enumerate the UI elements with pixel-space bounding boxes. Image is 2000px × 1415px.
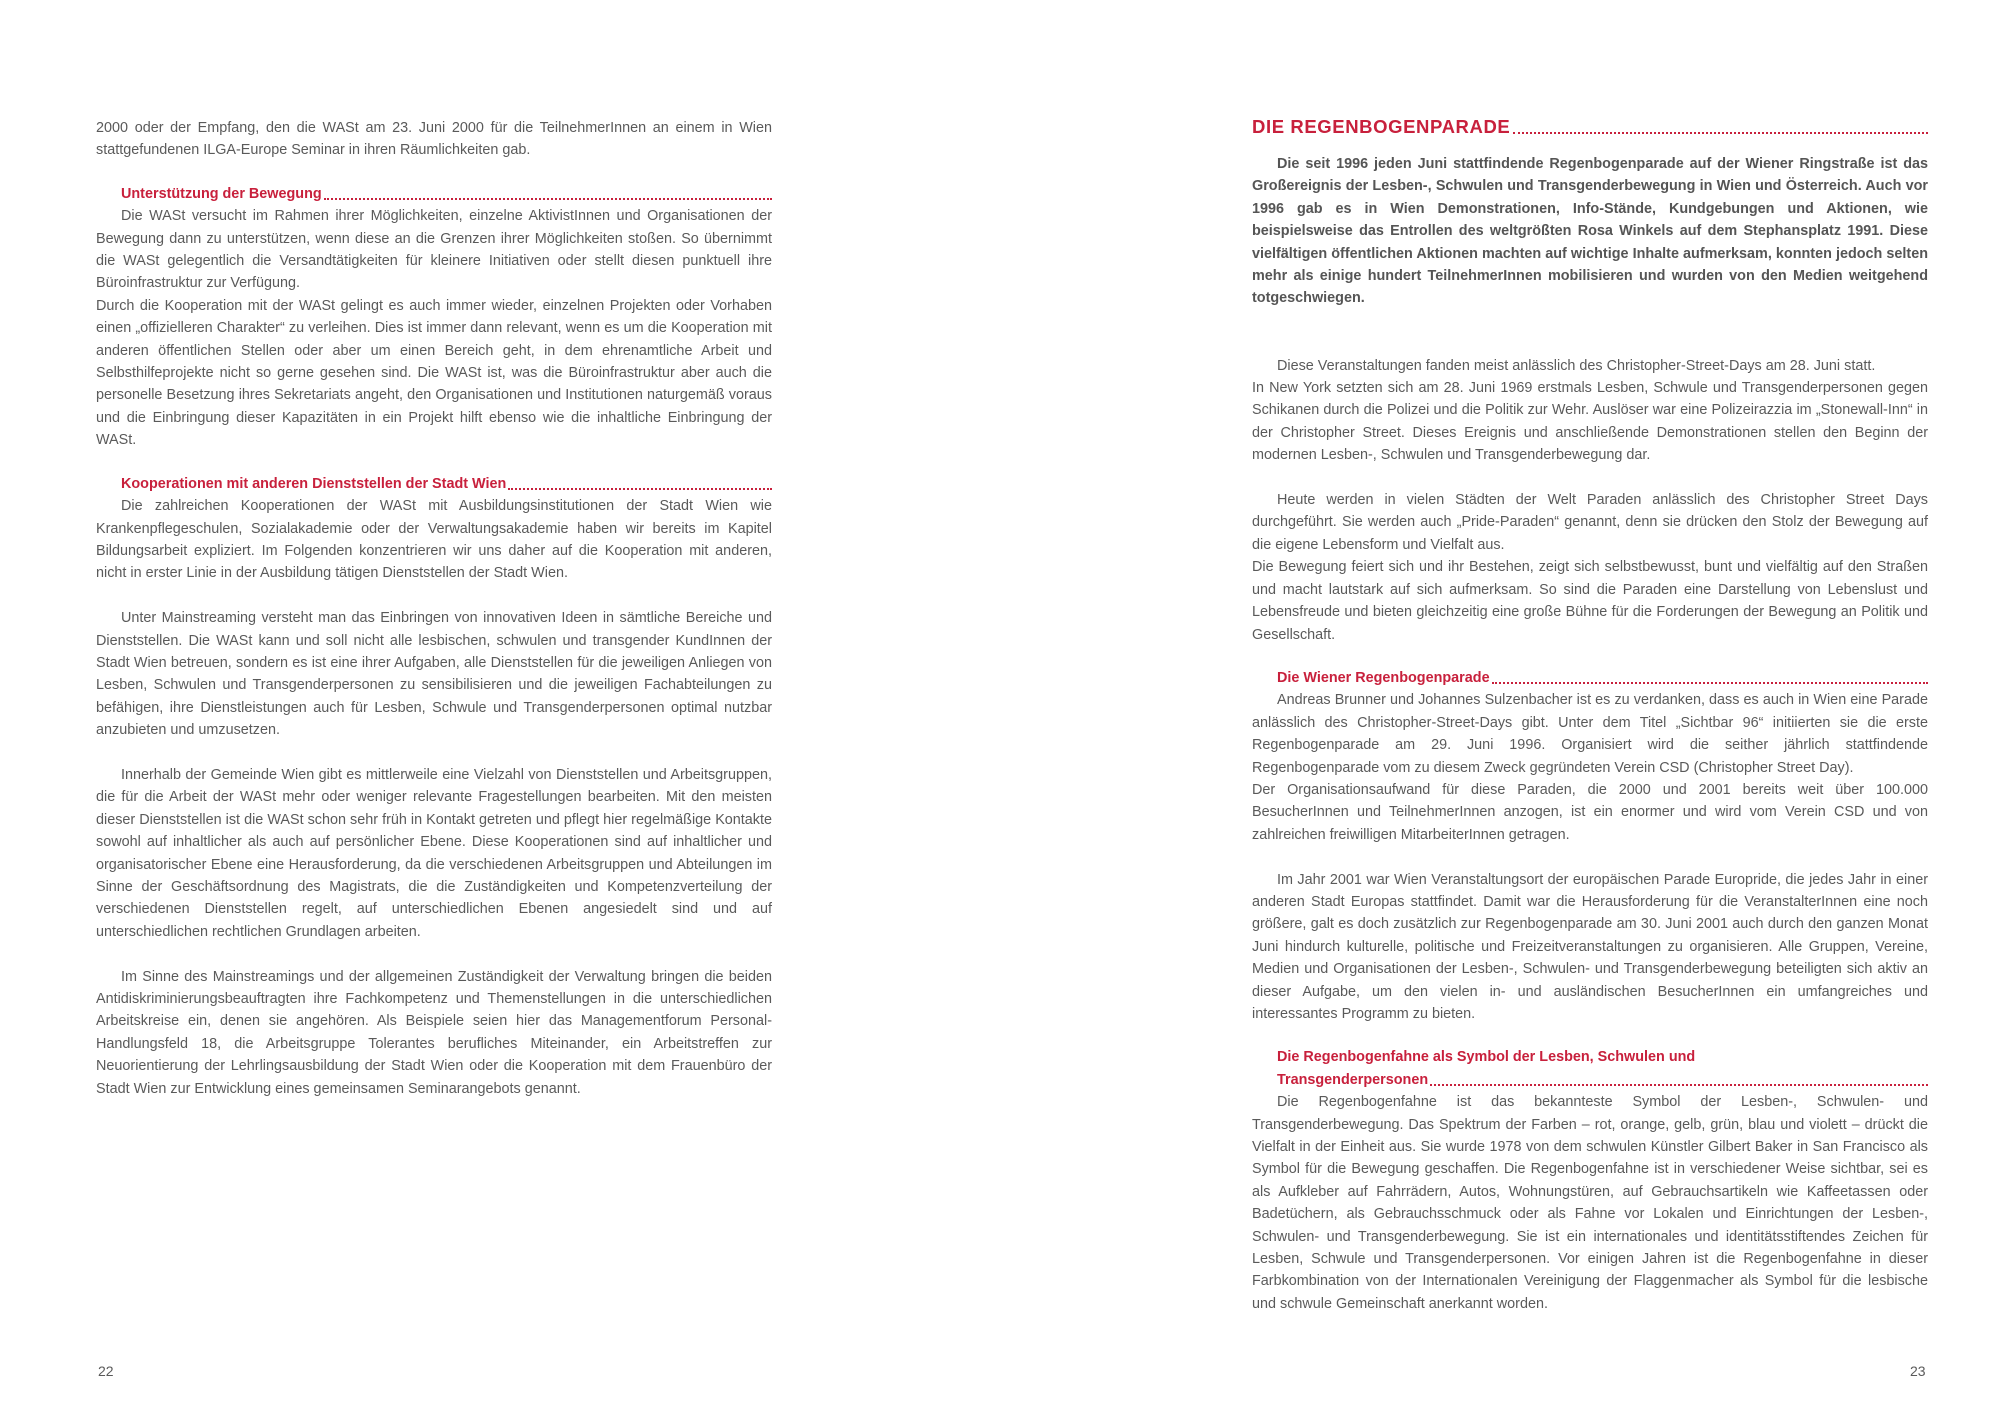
paragraph: Die Regenbogenfahne ist das bekannteste Symbol der Lesben-, Schwulen- und Transgenderbewegung. Das Spektrum der Farben – rot, orange, gelb, grün, blau und violett – drückt die Vielfalt in der Einheit aus. Sie wurde 1978 von dem schwulen Künstler Gilbert Baker in San Francisco als Symbol für die Bewegung geschaffen. Die Regenbogenfahne ist in verschiedener Weise sichtbar, sei es als Aufkleber auf Fahrrädern, Autos, Wohnungstüren, auf Gebrauchsartikeln wie Kaffeetassen oder Badetüchern, als Gebrauchsschmuck oder als Fahne vor Lokalen und Einrichtungen der Lesben-, Schwulen- und Transgenderbewegung. Sie ist ein internationales und identitätsstiftendes Zeichen für Lesben, Schwule und Transgenderpersonen. Vor einigen Jahren ist die Regenbogenfahne in dieser Farbkombination von der Internationalen Vereinigung der Flaggenmacher als Symbol für die lesbische und schwule Gemeinschaft anerkannt worden. bbox=[1252, 1094, 1928, 1312]
section-heading-rainbow-flag: Die Regenbogenfahne als Symbol der Lesben, Schwulen und Transgenderpersonen bbox=[1252, 1046, 1928, 1091]
paragraph: Die zahlreichen Kooperationen der WASt mit Ausbildungsinstitutionen der Stadt Wien wie Krankenpflegeschulen, Sozialakademie oder der Verwaltungsakademie haben wir bereits im Kapitel Bildungsarbeit expliziert. Im Folgenden konzentrieren wir uns daher auf die Kooperation mit anderen, nicht in erster Linie in der Ausbildung tätigen Dienststellen der Stadt Wien. bbox=[96, 498, 772, 582]
right-column bbox=[1252, 115, 1928, 1315]
dotted-rule bbox=[508, 488, 772, 490]
paragraph: Die Bewegung feiert sich und ihr Bestehen, zeigt sich selbstbewusst, bunt und vielfältig auf den Straßen und macht lautstark auf sich aufmerksam. So sind die Paraden eine Darstellung von Lebenslust und Lebensfreude und bieten gleichzeitig eine große Bühne für die Forderungen der Bewegung an Politik und Gesellschaft. bbox=[1252, 559, 1928, 643]
paragraph: Unter Mainstreaming versteht man das Einbringen von innovativen Ideen in sämtliche Bereiche und Dienststellen. Die WASt kann und soll nicht alle lesbischen, schwulen und transgender KundInnen der Stadt Wien betreuen, sondern es ist eine ihrer Aufgaben, alle Dienststellen für die jeweiligen Anliegen von Lesben, Schwulen und Transgenderpersonen zu sensibilisieren und die jeweiligen Fachabteilungen zu befähigen, ihre Dienstleistungen auch für Lesben, Schwule und Transgenderpersonen optimal nutzbar anzubieten und umzusetzen. bbox=[96, 610, 772, 739]
section-heading-cooperation: Kooperationen mit anderen Dienststellen der Stadt Wien bbox=[96, 473, 772, 495]
chapter-title: DIE REGENBOGENPARADE bbox=[1252, 115, 1928, 139]
right-page bbox=[1000, 0, 2000, 1415]
dotted-rule bbox=[324, 198, 772, 200]
section-heading-support: Unterstützung der Bewegung bbox=[96, 183, 772, 205]
dotted-rule bbox=[1430, 1084, 1928, 1086]
page-number: 23 bbox=[1910, 1363, 1926, 1379]
paragraph: Diese Veranstaltungen fanden meist anlässlich des Christopher-Street-Days am 28. Juni statt. bbox=[1277, 357, 1876, 374]
paragraph: Durch die Kooperation mit der WASt gelingt es auch immer wieder, einzelnen Projekten oder Vorhaben einen „offizielleren Charakter“ zu verleihen. Dies ist immer dann relevant, wenn es um die Kooperation mit anderen öffentlichen Stellen oder aber um einen Bereich geht, in dem ehrenamtliche Arbeit und Selbsthilfeprojekte nicht so gerne gesehen sind. Die WASt ist, was die Büroinfrastruktur aber auch die personelle Besetzung ihres Sekretariats angeht, den Organisationen und Institutionen naturgemäß voraus und die Einbringung dieser Kapazitäten in ein Projekt hilft ebenso wie die inhaltliche Einbringung der WASt. bbox=[96, 297, 772, 449]
left-column bbox=[96, 117, 772, 1100]
paragraph: Innerhalb der Gemeinde Wien gibt es mittlerweile eine Vielzahl von Dienststellen und Arbeitsgruppen, die für die Arbeit der WASt mehr oder weniger relevante Fragestellungen bearbeiten. Mit den meisten dieser Dienststellen ist die WASt schon sehr früh in Kontakt getreten und pflegt hier regelmäßige Kontakte sowohl auf inhaltlicher als auch auf persönlicher Ebene. Diese Kooperationen sind auf inhaltlicher und organisatorischer Ebene eine Herausforderung, da die verschiedenen Arbeitsgruppen und Abteilungen im Sinne der Geschäftsordnung des Magistrats, die die Zuständigkeiten und Kompetenzverteilung der verschiedenen Dienststellen regelt, auf unterschiedlichen Ebenen angesiedelt sind und auf unterschiedlichen rechtlichen Grundlagen arbeiten. bbox=[96, 766, 772, 940]
dotted-rule bbox=[1513, 132, 1928, 134]
intro-paragraph: 2000 oder der Empfang, den die WASt am 23. Juni 2000 für die TeilnehmerInnen an einem in Wien stattgefundenen ILGA-Europe Seminar in ihren Räumlichkeiten gab. bbox=[96, 120, 772, 159]
lead-paragraph: Die seit 1996 jeden Juni stattfindende Regenbogenparade auf der Wiener Ringstraße ist das Großereignis der Lesben-, Schwulen und Transgenderbewegung in Wien und Österreich. Auch vor 1996 gab es in Wien Demonstrationen, Info-Stände, Kundgebungen und Aktionen, wie beispielsweise das Entrollen des weltgrößten Rosa Winkels auf dem Stephansplatz 1991. Diese vielfältigen öffentlichen Aktionen machten auf wichtige Inhalte aufmerksam, konnten jedoch selten mehr als einige hundert TeilnehmerInnen mobilisieren und wurden von den Medien weitgehend totgeschwiegen. bbox=[1252, 156, 1928, 307]
paragraph: Heute werden in vielen Städten der Welt Paraden anlässlich des Christopher Street Days durchgeführt. Sie werden auch „Pride-Paraden“ genannt, denn sie drücken den Stolz der Bewegung auf die eigene Lebensform und Vielfalt aus. bbox=[1252, 492, 1928, 553]
paragraph: Der Organisationsaufwand für diese Paraden, die 2000 und 2001 bereits weit über 100.000 BesucherInnen und TeilnehmerInnen anzogen, ist ein enormer und wird vom Verein CSD und von zahlreichen freiwilligen MitarbeiterInnen getragen. bbox=[1252, 781, 1928, 843]
paragraph: Andreas Brunner und Johannes Sulzenbacher ist es zu verdanken, dass es auch in Wien eine Parade anlässlich des Christopher-Street-Days gibt. Unter dem Titel „Sichtbar 96“ initiierten sie die erste Regenbogenparade am 29. Juni 1996. Organisiert wird die seither jährlich stattfindende Regenbogenparade vom zu diesem Zweck gegründeten Verein CSD (Christopher Street Day). bbox=[1252, 692, 1928, 776]
paragraph: Im Jahr 2001 war Wien Veranstaltungsort der europäischen Parade Europride, die jedes Jahr in einer anderen Stadt Europas stattfindet. Damit war die Herausforderung für die VeranstalterInnen eine noch größere, galt es doch zusätzlich zur Regenbogenparade am 30. Juni 2001 auch durch den ganzen Monat Juni hindurch kulturelle, politische und Freizeitveranstaltungen zu organisieren. Alle Gruppen, Vereine, Medien und Organisationen der Lesben-, Schwulen- und Transgenderbewegung beteiligten sich aktiv an dieser Aufgabe, um den vielen in- und ausländischen BesucherInnen ein umfangreiches und interessantes Programm zu bieten. bbox=[1252, 871, 1928, 1022]
dotted-rule bbox=[1492, 682, 1928, 684]
section-heading-vienna-parade: Die Wiener Regenbogenparade bbox=[1252, 667, 1928, 689]
page-number: 22 bbox=[98, 1363, 114, 1379]
paragraph: In New York setzten sich am 28. Juni 1969 erstmals Lesben, Schwule und Transgenderpersonen gegen Schikanen durch die Polizei und die Politik zur Wehr. Auslöser war eine Polizeirazzia im „Stonewall-Inn“ in der Christopher Street. Dieses Ereignis und anschließende Demonstrationen stellen den Beginn der modernen Lesben-, Schwulen und Transgenderbewegung dar. bbox=[1252, 380, 1928, 464]
paragraph: Die WASt versucht im Rahmen ihrer Möglichkeiten, einzelne AktivistInnen und Organisationen der Bewegung dann zu unterstützen, wenn diese an die Grenzen ihrer Möglichkeiten stoßen. So übernimmt die WASt gelegentlich die Versandtätigkeiten für kleinere Initiativen oder stellt diesen punktuell ihre Büroinfrastruktur zur Verfügung. bbox=[96, 208, 772, 292]
paragraph: Im Sinne des Mainstreamings und der allgemeinen Zuständigkeit der Verwaltung bringen die beiden Antidiskriminierungsbeauftragten ihre Fachkompetenz und Themenstellungen in die unterschiedlichen Arbeitskreise ein, denen sie angehören. Als Beispiele seien hier das Managementforum Personal-Handlungsfeld 18, die Arbeitsgruppe Tolerantes berufliches Miteinander, ein Arbeitstreffen zur Neuorientierung der Lehrlingsausbildung der Stadt Wien oder die Kooperation mit dem Frauenbüro der Stadt Wien zur Entwicklung eines gemeinsamen Seminarangebots genannt. bbox=[96, 968, 772, 1097]
